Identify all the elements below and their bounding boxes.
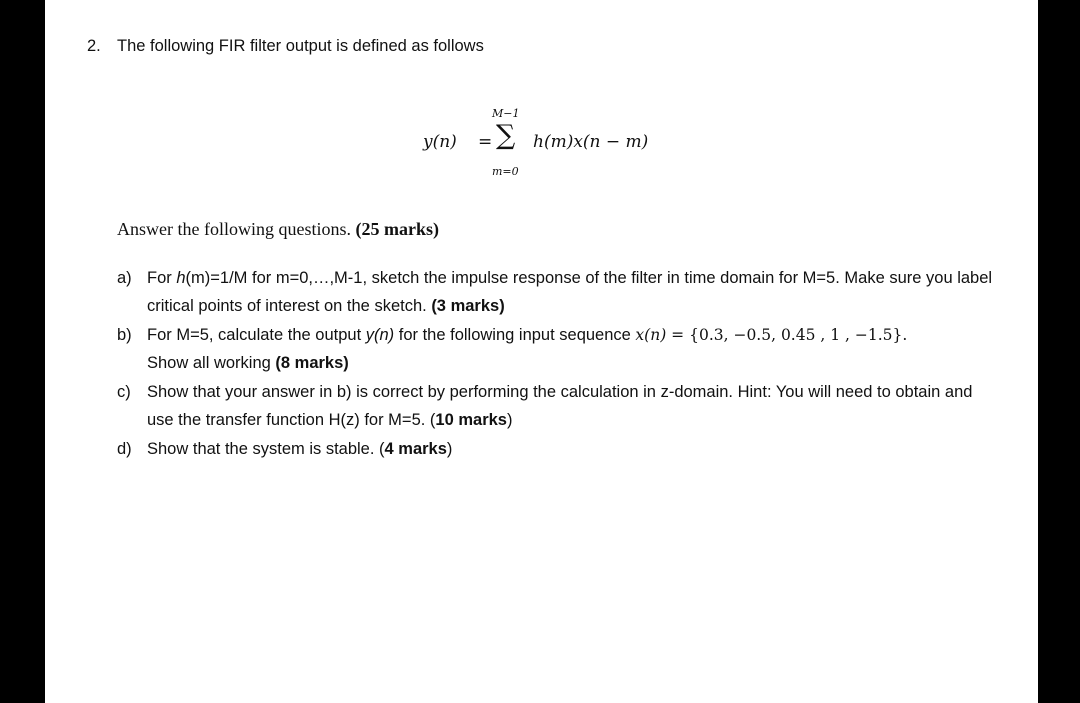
input-sequence-variable: x(n) [635, 326, 667, 344]
total-marks: (25 marks) [355, 219, 439, 239]
question-item-c [117, 378, 997, 434]
item-marks-close: ) [506, 411, 513, 429]
item-text: Show that your answer in b) is correct by performing the calculation in z-domain. Hint: You will need to obtain and use the transfer function H(z) for M=5. [147, 383, 973, 429]
item-label: b) [117, 326, 132, 344]
item-italic-text: y(n) [365, 326, 395, 344]
item-marks: (8 marks) [275, 354, 349, 372]
item-text: for the following input sequence [394, 326, 636, 344]
sum-lower-limit: m=0 [492, 165, 519, 178]
item-text: Show all working [147, 354, 276, 372]
item-text: (m)=1/M for m=0,…,M-1, sketch the impulse response of the filter in time domain for M=5. Make sure you label critical points of interest on the sketch. [147, 269, 993, 315]
question-list [117, 264, 997, 464]
item-label: d) [117, 440, 132, 458]
equation-rhs: h(m)x(n − m) [533, 132, 649, 152]
item-marks-open: ( [429, 411, 436, 429]
item-text: For [147, 269, 177, 287]
instructions-text: Answer the following questions. [117, 219, 356, 239]
question-number: 2. [87, 37, 101, 55]
item-label: a) [117, 269, 132, 287]
question-heading-text: The following FIR filter output is defined as follows [117, 37, 484, 55]
item-text: For M=5, calculate the output [147, 326, 366, 344]
question-item-a [117, 264, 997, 320]
input-sequence-values: = {0.3, −0.5, 0.45 , 1 , −1.5}. [666, 326, 908, 344]
document-page [45, 0, 1038, 703]
item-label: c) [117, 383, 131, 401]
item-text: Show that the system is stable. [147, 440, 380, 458]
item-marks-open: ( [379, 440, 385, 458]
equation-lhs: y(n) [423, 132, 457, 152]
sum-upper-limit: M−1 [492, 107, 520, 120]
item-marks: 10 marks [435, 411, 507, 429]
summation-symbol: ∑ [496, 120, 516, 151]
question-item-d [117, 435, 997, 463]
instructions [117, 219, 439, 240]
question-item-b [117, 321, 997, 377]
equation-equals: = [478, 132, 493, 152]
item-marks: (3 marks) [431, 297, 505, 315]
fir-equation [423, 104, 683, 182]
question-heading [87, 37, 484, 56]
item-italic-text: h [176, 269, 186, 287]
item-marks: 4 marks [384, 440, 447, 458]
item-marks-close: ) [446, 440, 453, 458]
